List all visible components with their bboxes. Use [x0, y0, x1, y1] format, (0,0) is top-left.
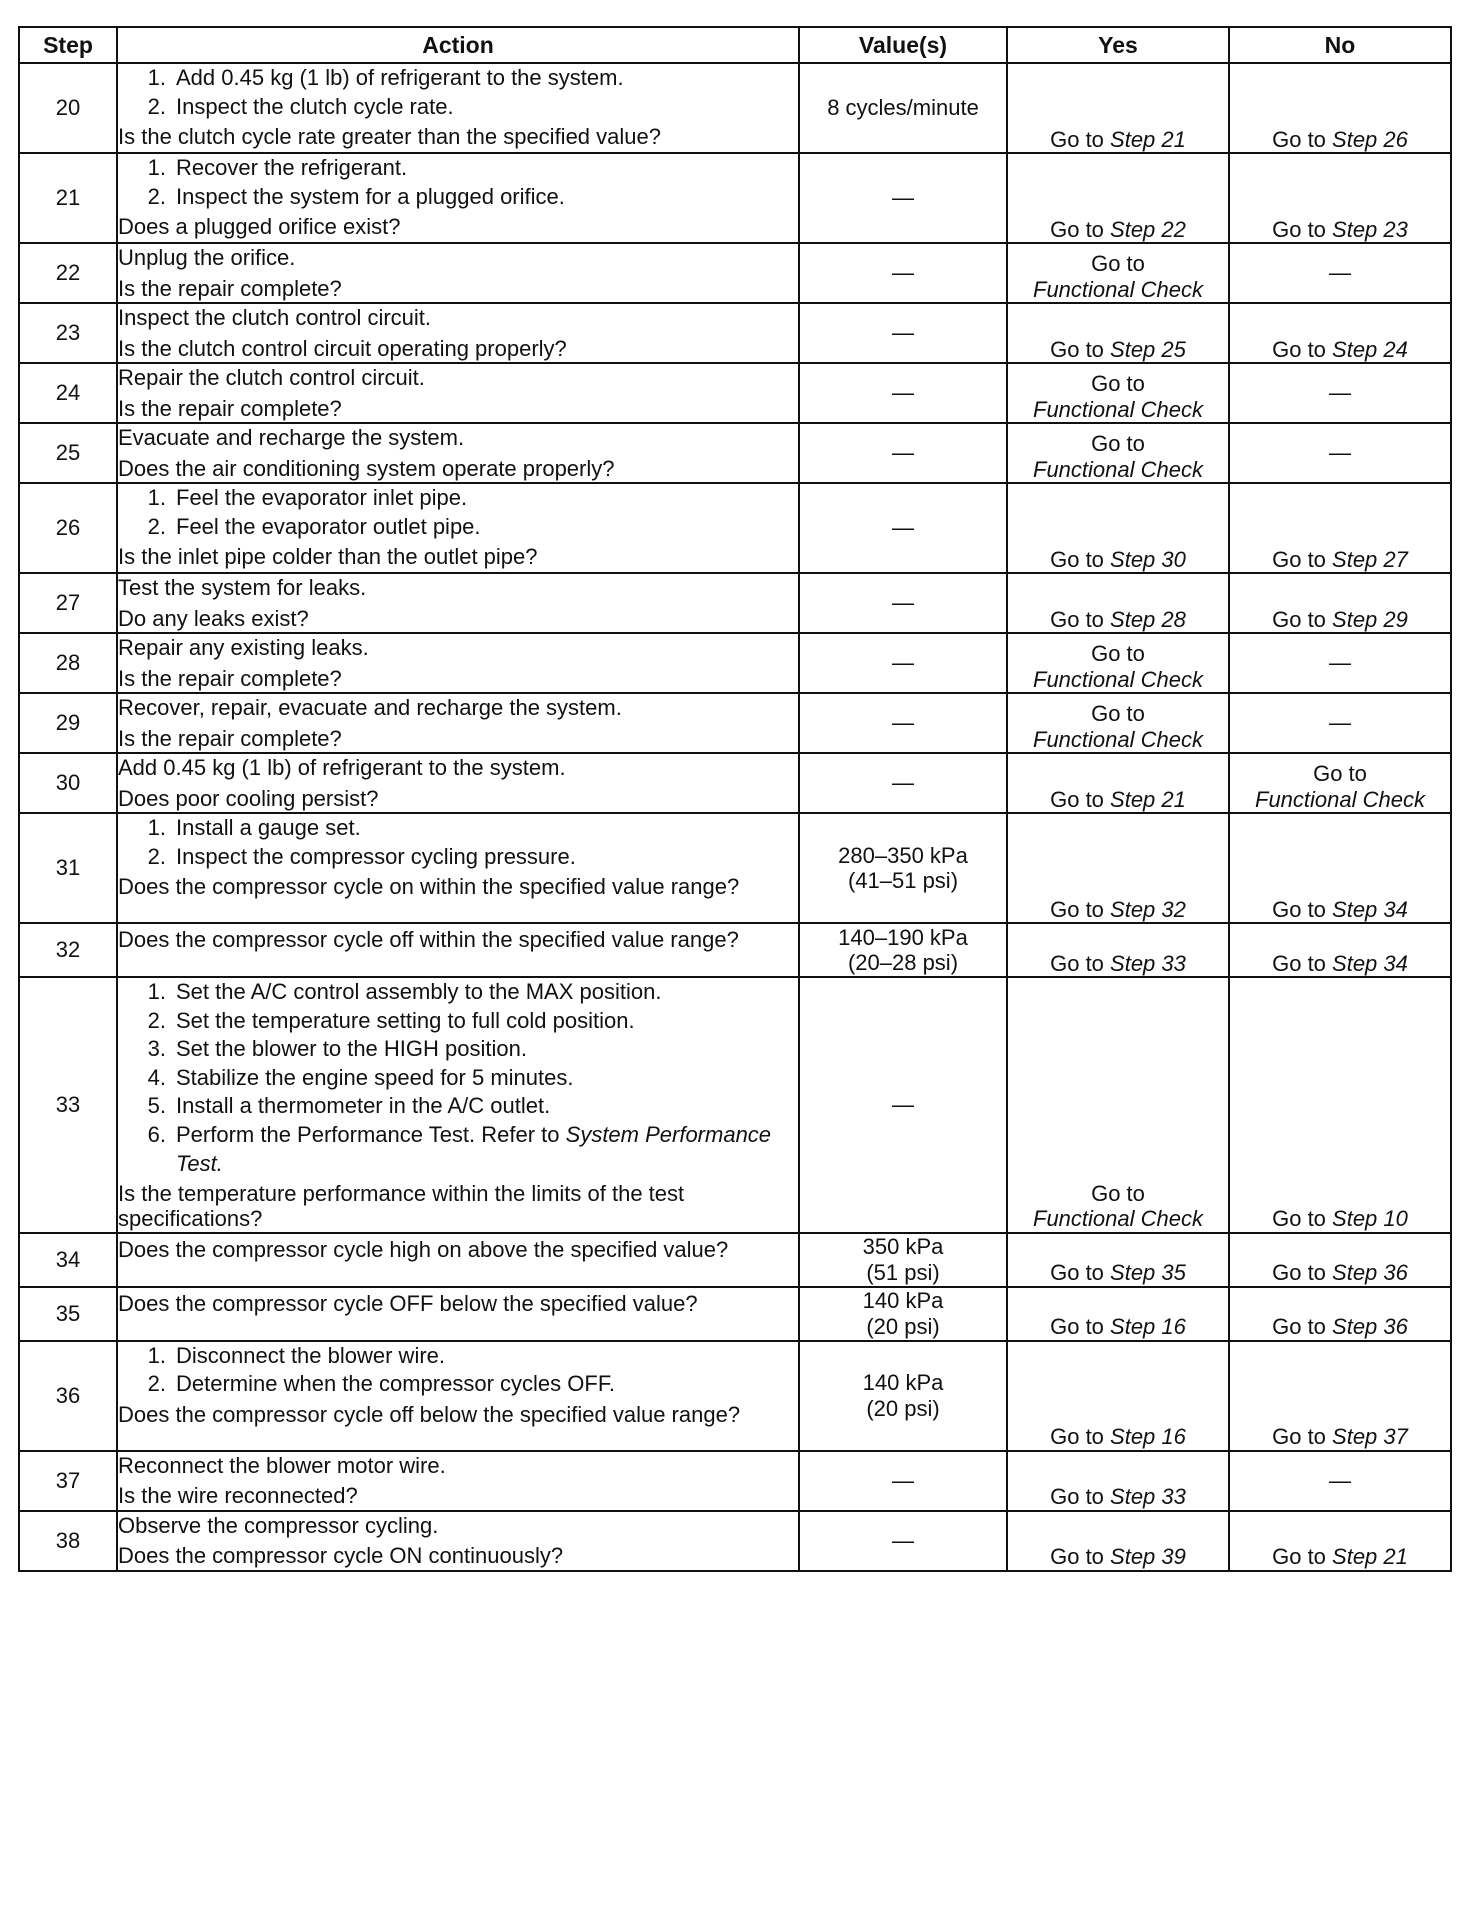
header-yes: Yes: [1007, 27, 1229, 63]
action-step-text: Set the temperature setting to full cold position.: [176, 1007, 635, 1033]
step-number: 37: [19, 1451, 117, 1511]
no-cell: —: [1229, 423, 1451, 483]
action-cell: [117, 693, 799, 753]
yes-cell: Go to Step 21: [1007, 753, 1229, 813]
action-instruction: Recover, repair, evacuate and recharge the system.: [118, 695, 622, 720]
action-question: Does the compressor cycle high on above the specified value?: [118, 1236, 729, 1262]
table-row: [19, 1233, 1451, 1287]
yes-cell: Go to Functional Check: [1007, 423, 1229, 483]
header-no: No: [1229, 27, 1451, 63]
action-step-item: [118, 1007, 798, 1036]
step-number: 21: [19, 153, 117, 243]
action-question: Does the compressor cycle off below the specified value range?: [118, 1401, 741, 1427]
table-row: [19, 153, 1451, 243]
table-row: [19, 423, 1451, 483]
value-cell: 8 cycles/minute: [799, 63, 1007, 153]
step-number: 22: [19, 243, 117, 303]
goto-target: Functional Check: [1033, 456, 1203, 482]
goto-target: Step 10: [1332, 1206, 1408, 1232]
action-instruction: Inspect the clutch control circuit.: [118, 305, 432, 330]
yes-cell: Go to Step 30: [1007, 483, 1229, 573]
no-cell: —: [1229, 1451, 1451, 1511]
action-step-item: [118, 1092, 798, 1121]
yes-cell: Go to Step 21: [1007, 63, 1229, 153]
table-row: [19, 243, 1451, 303]
step-number: 27: [19, 573, 117, 633]
action-step-number: 2.: [147, 93, 166, 119]
action-step-number: 1.: [147, 485, 166, 510]
yes-cell: Go to Step 16: [1007, 1341, 1229, 1451]
goto-target: Step 24: [1332, 336, 1408, 362]
yes-cell: Go to Functional Check: [1007, 693, 1229, 753]
value-cell: 280–350 kPa (41–51 psi): [799, 813, 1007, 923]
action-cell: [117, 303, 799, 363]
action-question: Is the clutch control circuit operating properly?: [118, 335, 567, 361]
table-row: [19, 633, 1451, 693]
no-cell: —: [1229, 243, 1451, 303]
action-step-text: Install a thermometer in the A/C outlet.: [176, 1093, 551, 1119]
action-instruction: Repair any existing leaks.: [118, 635, 369, 660]
action-question: Is the repair complete?: [118, 665, 342, 691]
value-cell: —: [799, 1451, 1007, 1511]
action-step-item: [118, 484, 798, 513]
goto-target: Functional Check: [1033, 726, 1203, 752]
action-step-item: [118, 154, 798, 183]
no-cell: Go to Step 36: [1229, 1287, 1451, 1341]
action-step-number: 2.: [147, 1007, 166, 1033]
action-step-text: Set the A/C control assembly to the MAX position.: [176, 979, 662, 1004]
action-cell: [117, 483, 799, 573]
action-step-number: 1.: [147, 815, 166, 840]
yes-cell: Go to Step 28: [1007, 573, 1229, 633]
step-number: 31: [19, 813, 117, 923]
action-step-item: [118, 1342, 798, 1371]
action-step-text: Perform the Performance Test. Refer to System Performance Test.: [176, 1121, 772, 1176]
table-row: [19, 1287, 1451, 1341]
no-cell: Go to Functional Check: [1229, 753, 1451, 813]
action-cell: [117, 573, 799, 633]
action-question: Is the repair complete?: [118, 725, 342, 751]
action-step-text: Determine when the compressor cycles OFF.: [176, 1371, 615, 1397]
action-step-text: Inspect the compressor cycling pressure.: [176, 843, 576, 869]
no-cell: Go to Step 36: [1229, 1233, 1451, 1287]
step-number: 29: [19, 693, 117, 753]
action-step-text: Feel the evaporator inlet pipe.: [176, 485, 468, 510]
no-cell: Go to Step 21: [1229, 1511, 1451, 1571]
goto-target: Step 22: [1110, 216, 1186, 242]
yes-cell: Go to Step 32: [1007, 813, 1229, 923]
value-cell: —: [799, 303, 1007, 363]
value-cell: 140 kPa (20 psi): [799, 1287, 1007, 1341]
action-step-item: [118, 1064, 798, 1093]
yes-cell: Go to Step 22: [1007, 153, 1229, 243]
step-number: 36: [19, 1341, 117, 1451]
action-cell: [117, 753, 799, 813]
action-question: Does the compressor cycle off within the specified value range?: [118, 927, 739, 952]
action-question: Does a plugged orifice exist?: [118, 214, 401, 240]
step-number: 32: [19, 923, 117, 977]
no-cell: Go to Step 24: [1229, 303, 1451, 363]
goto-target: Functional Check: [1033, 1206, 1203, 1232]
action-step-text: Stabilize the engine speed for 5 minutes.: [176, 1064, 574, 1090]
yes-cell: Go to Functional Check: [1007, 243, 1229, 303]
step-number: 20: [19, 63, 117, 153]
yes-cell: Go to Step 35: [1007, 1233, 1229, 1287]
action-step-number: 1.: [147, 1342, 166, 1368]
no-cell: —: [1229, 363, 1451, 423]
value-cell: 140 kPa (20 psi): [799, 1341, 1007, 1451]
value-cell: —: [799, 753, 1007, 813]
action-step-number: 5.: [147, 1093, 166, 1119]
no-cell: Go to Step 23: [1229, 153, 1451, 243]
action-question: Do any leaks exist?: [118, 605, 309, 631]
goto-target: Step 33: [1110, 950, 1186, 976]
action-step-number: 2.: [147, 843, 166, 869]
action-cell: [117, 1511, 799, 1571]
action-step-item: [118, 1121, 798, 1178]
goto-target: Step 35: [1110, 1260, 1186, 1286]
step-number: 35: [19, 1287, 117, 1341]
action-instruction: Evacuate and recharge the system.: [118, 425, 465, 450]
table-body: [19, 63, 1451, 1571]
yes-cell: Go to Step 33: [1007, 923, 1229, 977]
action-step-item: [118, 64, 798, 93]
action-instruction: Repair the clutch control circuit.: [118, 365, 425, 390]
action-step-text: Add 0.45 kg (1 lb) of refrigerant to the system.: [176, 65, 624, 90]
action-cell: [117, 923, 799, 977]
action-question: Does the compressor cycle OFF below the specified value?: [118, 1290, 698, 1316]
action-cell: [117, 813, 799, 923]
step-number: 26: [19, 483, 117, 573]
action-step-item: [118, 183, 798, 212]
goto-target: Step 32: [1110, 896, 1186, 922]
value-cell: —: [799, 363, 1007, 423]
action-question: Does the compressor cycle on within the specified value range?: [118, 874, 740, 900]
action-step-number: 1.: [147, 979, 166, 1004]
goto-target: Functional Check: [1033, 396, 1203, 422]
action-step-number: 1.: [147, 155, 166, 180]
step-number: 23: [19, 303, 117, 363]
step-number: 28: [19, 633, 117, 693]
table-row: [19, 923, 1451, 977]
no-cell: Go to Step 29: [1229, 573, 1451, 633]
header-values: Value(s): [799, 27, 1007, 63]
table-row: [19, 813, 1451, 923]
header-action: Action: [117, 27, 799, 63]
yes-cell: Go to Step 33: [1007, 1451, 1229, 1511]
goto-target: Step 34: [1332, 896, 1408, 922]
action-question: Is the wire reconnected?: [118, 1483, 358, 1509]
goto-target: Functional Check: [1033, 276, 1203, 302]
no-cell: Go to Step 26: [1229, 63, 1451, 153]
goto-target: Step 26: [1332, 126, 1408, 152]
step-number: 33: [19, 977, 117, 1233]
value-cell: —: [799, 573, 1007, 633]
action-step-number: 2.: [147, 183, 166, 209]
value-cell: 140–190 kPa (20–28 psi): [799, 923, 1007, 977]
step-number: 34: [19, 1233, 117, 1287]
goto-target: Step 16: [1110, 1314, 1186, 1340]
action-cell: [117, 1451, 799, 1511]
table-row: [19, 753, 1451, 813]
goto-target: Step 21: [1110, 786, 1186, 812]
step-number: 24: [19, 363, 117, 423]
yes-cell: Go to Functional Check: [1007, 363, 1229, 423]
value-cell: —: [799, 423, 1007, 483]
action-step-text: Install a gauge set.: [176, 815, 361, 840]
action-step-text: Feel the evaporator outlet pipe.: [176, 513, 481, 539]
action-step-item: [118, 513, 798, 542]
action-step-text: Disconnect the blower wire.: [176, 1342, 446, 1368]
goto-target: Step 30: [1110, 546, 1186, 572]
action-cell: [117, 1341, 799, 1451]
no-cell: Go to Step 34: [1229, 923, 1451, 977]
action-instruction: Observe the compressor cycling.: [118, 1512, 439, 1538]
no-cell: Go to Step 34: [1229, 813, 1451, 923]
step-number: 25: [19, 423, 117, 483]
action-question: Is the inlet pipe colder than the outlet pipe?: [118, 544, 538, 570]
action-cell: [117, 977, 799, 1233]
table-row: [19, 63, 1451, 153]
no-cell: Go to Step 27: [1229, 483, 1451, 573]
value-cell: —: [799, 243, 1007, 303]
action-cell: [117, 1233, 799, 1287]
action-cell: [117, 243, 799, 303]
action-step-item: [118, 1370, 798, 1399]
no-cell: Go to Step 10: [1229, 977, 1451, 1233]
table-row: [19, 363, 1451, 423]
action-step-text: Inspect the clutch cycle rate.: [176, 93, 454, 119]
goto-target: Step 21: [1332, 1544, 1408, 1570]
step-number: 38: [19, 1511, 117, 1571]
table-row: [19, 1341, 1451, 1451]
action-step-text: Set the blower to the HIGH position.: [176, 1036, 527, 1062]
goto-target: Step 23: [1332, 216, 1408, 242]
action-step-text: Inspect the system for a plugged orifice.: [176, 183, 565, 209]
value-cell: —: [799, 153, 1007, 243]
action-step-text: Recover the refrigerant.: [176, 155, 408, 180]
action-step-number: 4.: [147, 1064, 166, 1090]
table-row: [19, 977, 1451, 1233]
action-cell: [117, 423, 799, 483]
goto-target: Step 28: [1110, 606, 1186, 632]
action-step-number: 6.: [147, 1121, 166, 1147]
value-cell: —: [799, 633, 1007, 693]
action-step-number: 1.: [147, 65, 166, 90]
goto-target: Step 36: [1332, 1314, 1408, 1340]
header-step: Step: [19, 27, 117, 63]
value-cell: 350 kPa (51 psi): [799, 1233, 1007, 1287]
action-question: Is the repair complete?: [118, 395, 342, 421]
action-question: Is the clutch cycle rate greater than the specified value?: [118, 124, 661, 150]
goto-target: Step 25: [1110, 336, 1186, 362]
action-cell: [117, 153, 799, 243]
action-step-item: [118, 843, 798, 872]
goto-target: Step 33: [1110, 1484, 1186, 1510]
yes-cell: Go to Functional Check: [1007, 633, 1229, 693]
no-cell: Go to Step 37: [1229, 1341, 1451, 1451]
diagnostic-table: [18, 26, 1452, 1572]
goto-target: Step 37: [1332, 1424, 1408, 1450]
action-step-number: 3.: [147, 1036, 166, 1062]
yes-cell: Go to Step 16: [1007, 1287, 1229, 1341]
table-row: [19, 1451, 1451, 1511]
action-cell: [117, 63, 799, 153]
value-cell: —: [799, 1511, 1007, 1571]
action-question: Does the compressor cycle ON continuously?: [118, 1543, 564, 1569]
yes-cell: Go to Step 25: [1007, 303, 1229, 363]
goto-target: Step 36: [1332, 1260, 1408, 1286]
table-row: [19, 693, 1451, 753]
action-step-item: [118, 1035, 798, 1064]
value-cell: —: [799, 977, 1007, 1233]
table-row: [19, 573, 1451, 633]
goto-target: Step 16: [1110, 1424, 1186, 1450]
action-step-item: [118, 978, 798, 1007]
goto-target: Step 34: [1332, 950, 1408, 976]
no-cell: —: [1229, 693, 1451, 753]
table-row: [19, 303, 1451, 363]
action-step-item: [118, 93, 798, 122]
action-step-item: [118, 814, 798, 843]
goto-target: Functional Check: [1255, 786, 1425, 812]
action-instruction: Test the system for leaks.: [118, 575, 367, 600]
action-question: Is the repair complete?: [118, 275, 342, 301]
action-question: Does the air conditioning system operate properly?: [118, 455, 615, 481]
value-cell: —: [799, 693, 1007, 753]
step-number: 30: [19, 753, 117, 813]
action-cell: [117, 1287, 799, 1341]
table-row: [19, 1511, 1451, 1571]
value-cell: —: [799, 483, 1007, 573]
goto-target: Step 21: [1110, 126, 1186, 152]
header-row: [19, 27, 1451, 63]
goto-target: Functional Check: [1033, 666, 1203, 692]
action-instruction: Reconnect the blower motor wire.: [118, 1452, 446, 1478]
action-question: Does poor cooling persist?: [118, 785, 379, 811]
goto-target: Step 39: [1110, 1544, 1186, 1570]
yes-cell: Go to Functional Check: [1007, 977, 1229, 1233]
reference-link-text: System Performance Test.: [176, 1121, 772, 1176]
action-instruction: Add 0.45 kg (1 lb) of refrigerant to the system.: [118, 755, 566, 780]
table-row: [19, 483, 1451, 573]
goto-target: Step 27: [1332, 546, 1408, 572]
action-cell: [117, 633, 799, 693]
no-cell: —: [1229, 633, 1451, 693]
action-step-number: 2.: [147, 1371, 166, 1397]
yes-cell: Go to Step 39: [1007, 1511, 1229, 1571]
action-step-number: 2.: [147, 513, 166, 539]
action-question: Is the temperature performance within the limits of the test specifications?: [118, 1181, 685, 1232]
action-instruction: Unplug the orifice.: [118, 245, 296, 270]
action-cell: [117, 363, 799, 423]
goto-target: Step 29: [1332, 606, 1408, 632]
